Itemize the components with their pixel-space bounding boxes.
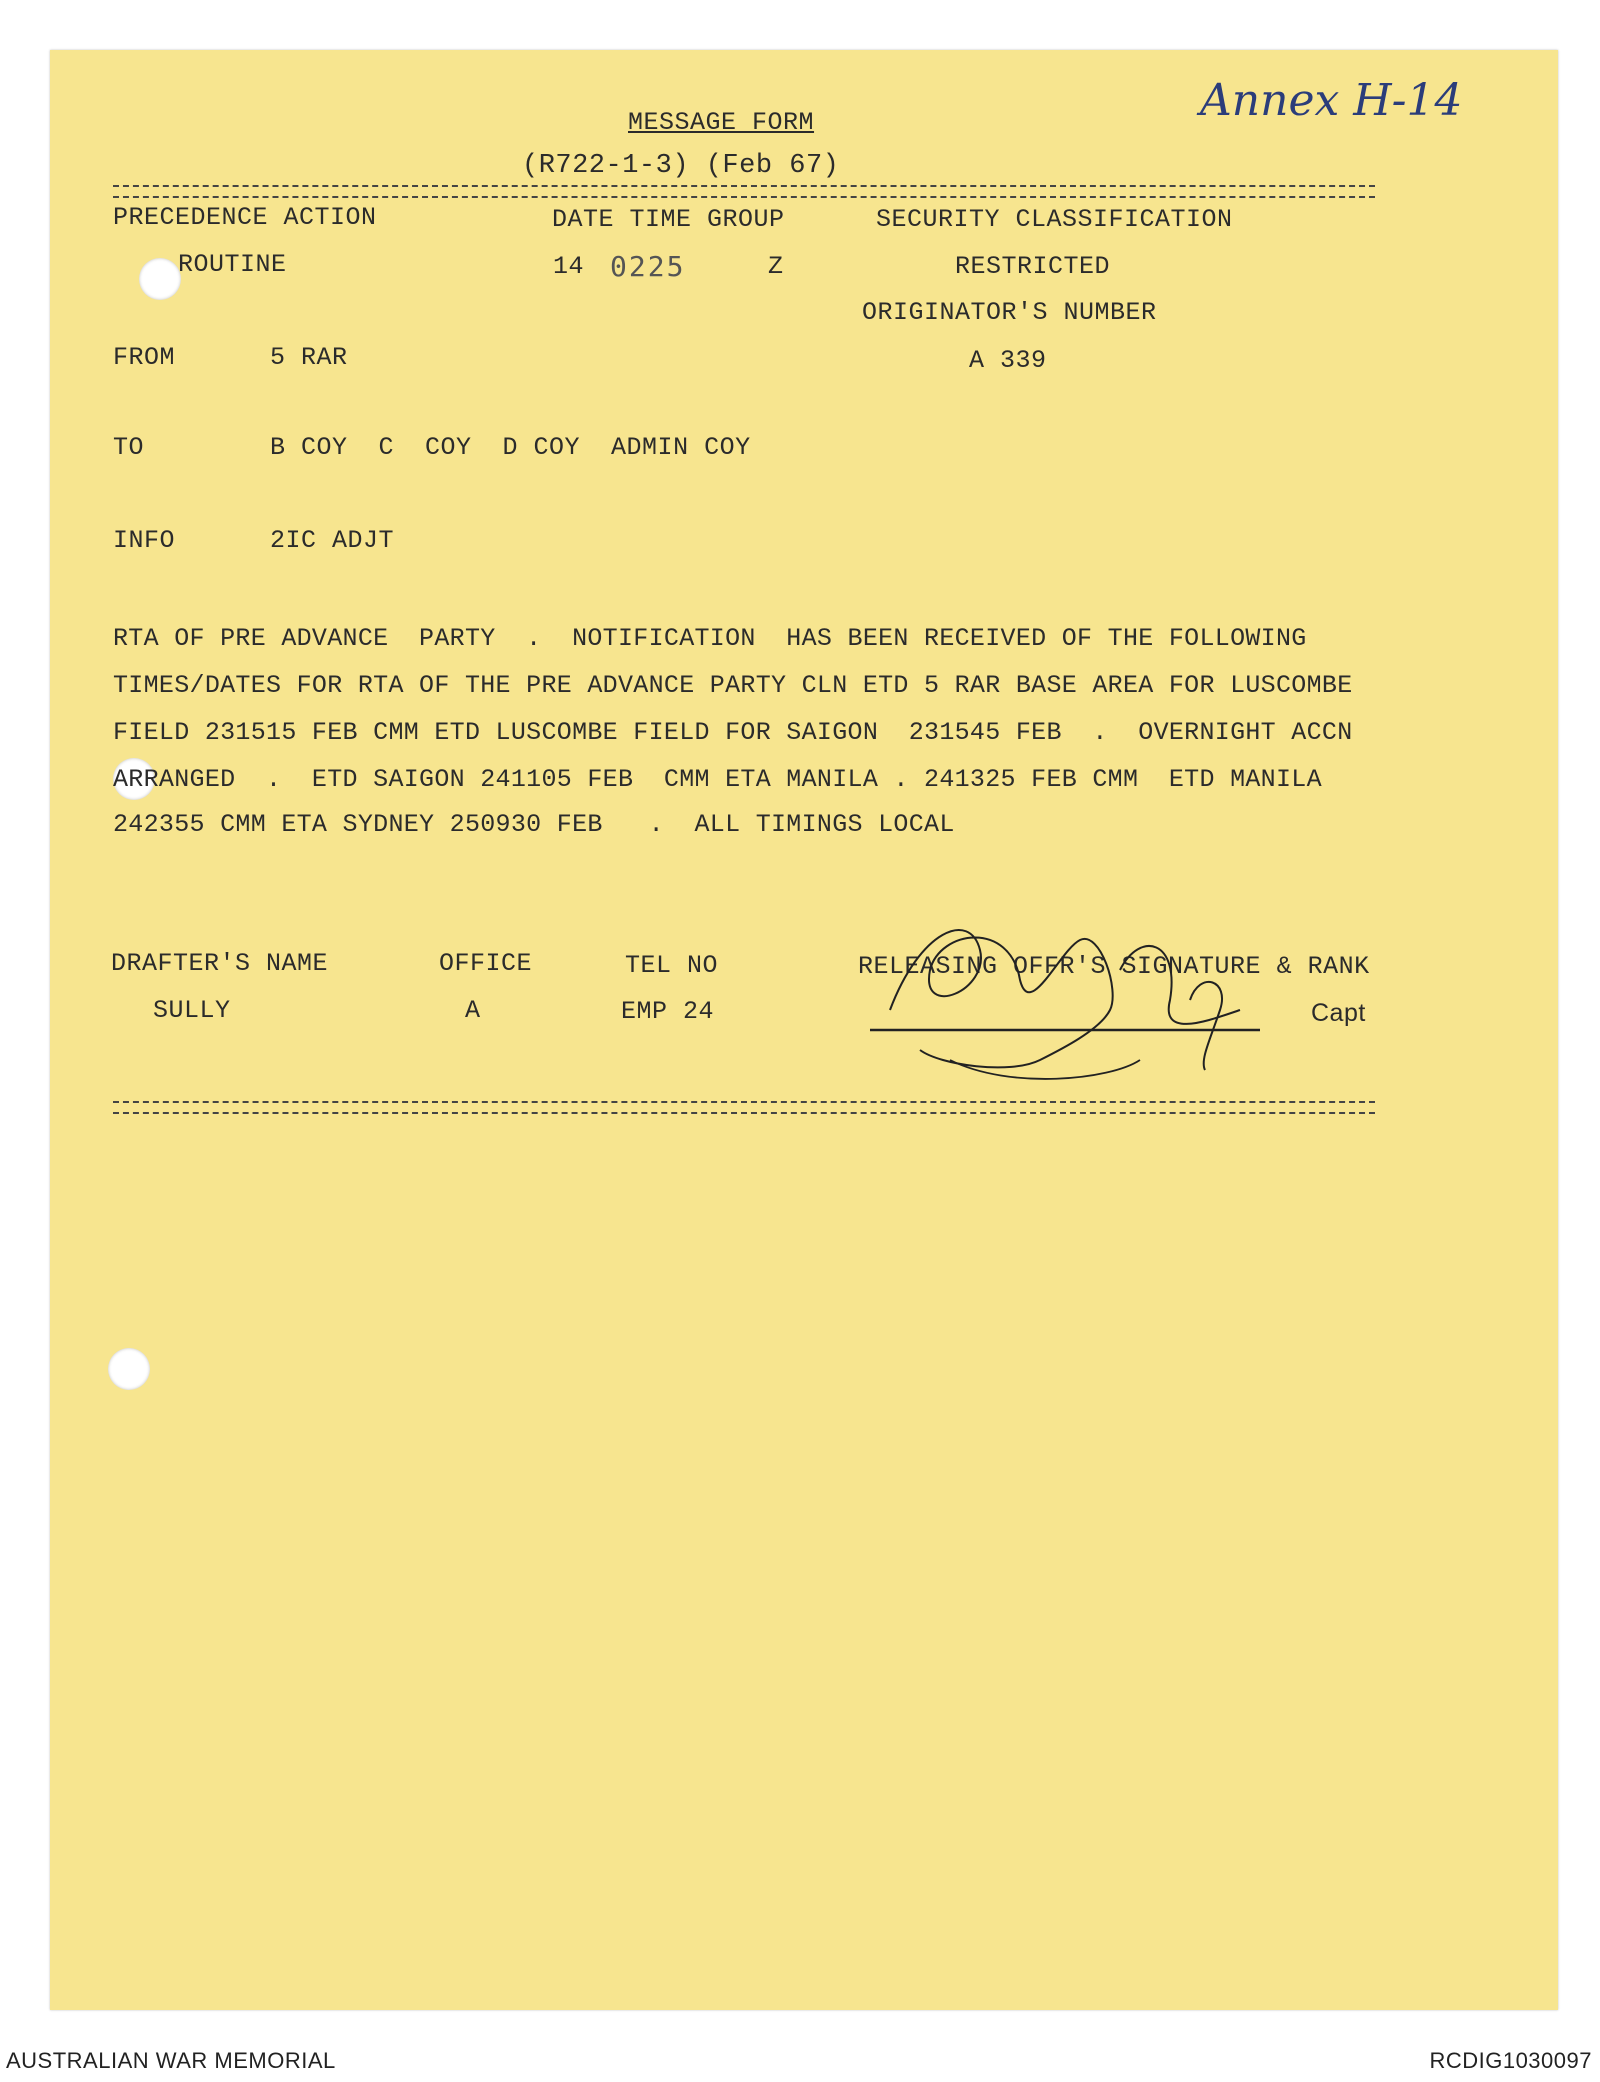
drafter-label: DRAFTER'S NAME	[111, 949, 329, 978]
from-value: 5 RAR	[270, 343, 348, 372]
archive-credit-right: RCDIG1030097	[1429, 2048, 1592, 2073]
office-value: A	[465, 996, 481, 1025]
bottom-double-rule	[113, 1101, 1375, 1114]
form-reference: (R722-1-3) (Feb 67)	[522, 151, 840, 181]
info-label: INFO	[113, 526, 176, 555]
tel-label: TEL NO	[625, 951, 719, 980]
office-label: OFFICE	[439, 949, 533, 978]
precedence-value: ROUTINE	[178, 250, 287, 279]
rank-value: Capt	[1311, 999, 1366, 1027]
archive-credit-left: AUSTRALIAN WAR MEMORIAL	[6, 2048, 336, 2073]
info-value: 2IC ADJT	[270, 526, 395, 555]
to-label: TO	[113, 433, 145, 462]
message-line: ARRANGED . ETD SAIGON 241105 FEB CMM ETA MANILA . 241325 FEB CMM ETD MANILA	[113, 765, 1322, 794]
handwritten-signature	[860, 910, 1280, 1090]
punch-hole-bottom	[108, 1348, 150, 1390]
message-line: RTA OF PRE ADVANCE PARTY . NOTIFICATION HAS BEEN RECEIVED OF THE FOLLOWING	[113, 624, 1307, 653]
dtg-time: 0225	[610, 250, 686, 283]
from-label: FROM	[113, 343, 176, 372]
form-title: MESSAGE FORM	[628, 108, 815, 137]
tel-value: EMP 24	[621, 997, 715, 1026]
originator-value: A 339	[969, 346, 1047, 375]
dtg-label: DATE TIME GROUP	[552, 205, 785, 234]
originator-label: ORIGINATOR'S NUMBER	[862, 298, 1157, 327]
handwritten-annex-note: Annex H-14	[1200, 75, 1463, 126]
message-line: 242355 CMM ETA SYDNEY 250930 FEB . ALL TIMINGS LOCAL	[113, 810, 955, 839]
precedence-label: PRECEDENCE ACTION	[113, 203, 377, 232]
dtg-day: 14	[553, 252, 585, 281]
punch-hole-top	[139, 258, 181, 300]
drafter-value: SULLY	[153, 996, 231, 1025]
top-double-rule	[113, 185, 1375, 198]
to-value: B COY C COY D COY ADMIN COY	[270, 433, 751, 462]
security-value: RESTRICTED	[955, 252, 1111, 281]
dtg-zone: Z	[768, 252, 784, 281]
message-line: FIELD 231515 FEB CMM ETD LUSCOMBE FIELD FOR SAIGON 231545 FEB . OVERNIGHT ACCN	[113, 718, 1353, 747]
security-label: SECURITY CLASSIFICATION	[876, 205, 1233, 234]
message-line: TIMES/DATES FOR RTA OF THE PRE ADVANCE PARTY CLN ETD 5 RAR BASE AREA FOR LUSCOMBE	[113, 671, 1353, 700]
release-label: RELEASING OFFR'S SIGNATURE & RANK	[858, 952, 1370, 981]
